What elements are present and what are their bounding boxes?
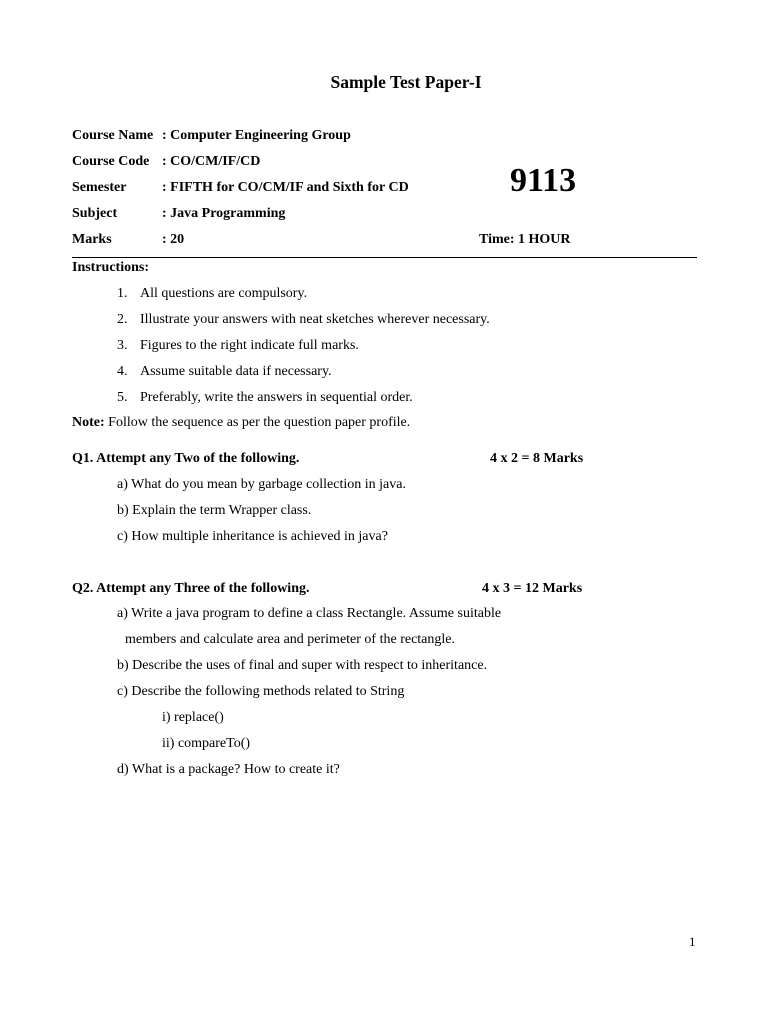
- marks-value: : 20: [162, 232, 185, 247]
- q1-item-a: a) What do you mean by garbage collection in java.: [117, 477, 406, 492]
- instruction-text: Figures to the right indicate full marks.: [140, 338, 359, 353]
- q1-item-b: b) Explain the term Wrapper class.: [117, 503, 312, 518]
- instruction-text: Illustrate your answers with neat sketches wherever necessary.: [140, 312, 490, 327]
- note-label: Note:: [72, 415, 105, 430]
- marks-label: Marks: [72, 232, 112, 247]
- q2-item-b: b) Describe the uses of final and super with respect to inheritance.: [117, 658, 488, 673]
- course-code-label: Course Code: [72, 154, 150, 169]
- instructions-heading: Instructions:: [72, 260, 150, 275]
- course-name-label: Course Name: [72, 128, 154, 143]
- page-title: Sample Test Paper-I: [330, 72, 482, 92]
- q2-heading: Q2. Attempt any Three of the following.: [72, 581, 310, 596]
- instruction-text: Assume suitable data if necessary.: [140, 364, 332, 379]
- q2-item-c-sub2: ii) compareTo(): [162, 736, 251, 751]
- time-label: Time: 1 HOUR: [479, 232, 571, 247]
- instruction-number: 3.: [117, 338, 128, 353]
- subject-value: : Java Programming: [162, 206, 286, 221]
- instruction-number: 2.: [117, 312, 128, 327]
- paper-code: 9113: [510, 162, 577, 199]
- q1-item-c: c) How multiple inheritance is achieved in java?: [117, 529, 388, 544]
- q2-item-d: d) What is a package? How to create it?: [117, 762, 340, 777]
- header-divider: [72, 257, 697, 258]
- q1-marks: 4 x 2 = 8 Marks: [490, 451, 584, 466]
- q2-item-a-line1: a) Write a java program to define a class Rectangle. Assume suitable: [117, 606, 502, 621]
- q2-item-c: c) Describe the following methods related to String: [117, 684, 405, 699]
- page-number: 1: [689, 934, 696, 949]
- semester-label: Semester: [72, 180, 127, 195]
- note-line: [72, 414, 410, 432]
- instruction-number: 1.: [117, 286, 128, 301]
- instruction-number: 5.: [117, 390, 128, 405]
- q2-item-c-sub1: i) replace(): [162, 710, 224, 725]
- q2-item-a-line2: members and calculate area and perimeter of the rectangle.: [125, 632, 455, 647]
- semester-value: : FIFTH for CO/CM/IF and Sixth for CD: [162, 180, 409, 195]
- course-name-value: : Computer Engineering Group: [162, 128, 351, 143]
- q1-heading: Q1. Attempt any Two of the following.: [72, 451, 300, 466]
- q2-marks: 4 x 3 = 12 Marks: [482, 581, 583, 596]
- instruction-text: All questions are compulsory.: [140, 286, 308, 301]
- note-text: Follow the sequence as per the question paper profile.: [104, 415, 411, 430]
- instruction-number: 4.: [117, 364, 128, 379]
- course-code-value: : CO/CM/IF/CD: [162, 154, 261, 169]
- instruction-text: Preferably, write the answers in sequential order.: [140, 390, 413, 405]
- subject-label: Subject: [72, 206, 118, 221]
